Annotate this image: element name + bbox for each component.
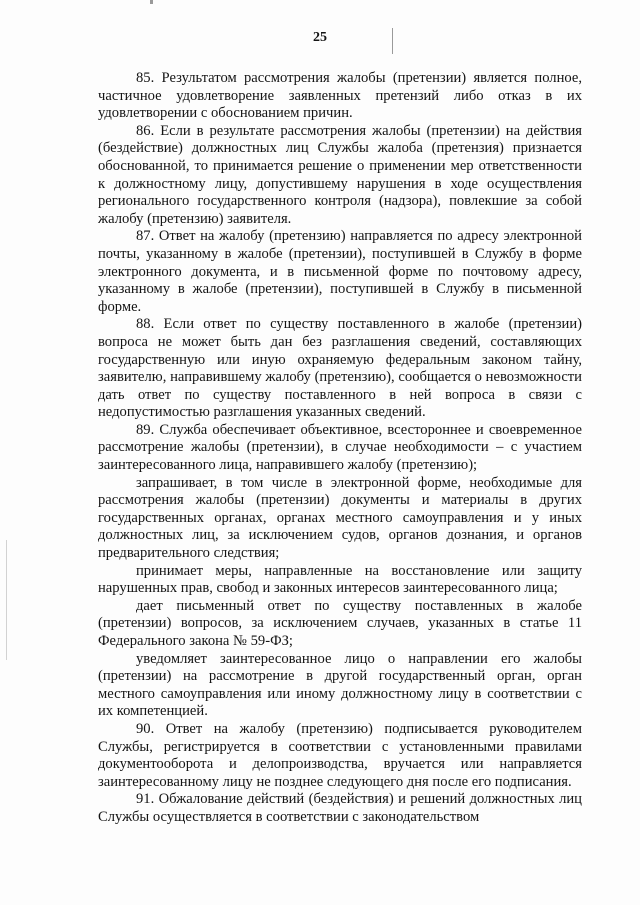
paragraph-89-requests: запрашивает, в том числе в электронной форме, необходимые для рассмотрения жалобы (претензии) документы и материалы в других государственных органах, органах местного самоуправления и у иных должностных лиц, за исключением судов, органов дознания, и органов предварительного следствия; bbox=[98, 474, 582, 562]
paragraph-89: 89. Служба обеспечивает объективное, всестороннее и своевременное рассмотрение жалобы (претензии), в случае необходимости – с участием заинтересованного лица, направившего жалобу (претензию); bbox=[98, 421, 582, 474]
paragraph-90: 90. Ответ на жалобу (претензию) подписывается руководителем Службы, регистрируется в соответствии с установленными правилами документооборота и делопроизводства, вручается или направляется заинтересованному лицу не позднее следующего дня после его подписания. bbox=[98, 720, 582, 790]
paragraph-89-answer: дает письменный ответ по существу поставленных в жалобе (претензии) вопросов, за исключением случаев, указанных в статье 11 Федерального закона № 59-ФЗ; bbox=[98, 597, 582, 649]
paragraph-91: 91. Обжалование действий (бездействия) и решений должностных лиц Службы осуществляется в соответствии с законодательством bbox=[98, 791, 582, 825]
paragraph-87: 87. Ответ на жалобу (претензию) направляется по адресу электронной почты, указанному в жалобе (претензии), поступившей в Службу в форме электронного документа, и в письменной форме по почтовому адресу, указанному в жалобе (претензии), поступившей в Службу в письменной форме. bbox=[98, 228, 582, 315]
paragraph-89-measures: принимает меры, направленные на восстановление или защиту нарушенных прав, свобод и законных интересов заинтересованного лица; bbox=[98, 562, 582, 597]
paragraph-86: 86. Если в результате рассмотрения жалобы (претензии) на действия (бездействие) должностных лиц Службы жалоба (претензия) признается обоснованной, то принимается решение о применении мер ответственности к должностному лицу, допустившему нарушения в ходе осуществления регионального государственного контроля (надзора), повлекшие за собой жалобу (претензию) заявителя. bbox=[98, 122, 582, 227]
paragraph-88: 88. Если ответ по существу поставленного в жалобе (претензии) вопроса не может быть дан без разглашения сведений, составляющих государственную или иную охраняемую федеральным законом тайну, заявителю, направившему жалобу (претензию), сообщается о невозможности дать ответ по существу поставленного в ней вопроса в связи с недопустимостью разглашения указанных сведений. bbox=[98, 316, 582, 421]
paragraph-89-notifies: уведомляет заинтересованное лицо о направлении его жалобы (претензии) на рассмотрение в другой государственный орган, орган местного самоуправления или иному должностному лицу в соответствии с их компетенцией. bbox=[98, 650, 582, 720]
scan-mark-top bbox=[150, 0, 153, 4]
paragraph-85: 85. Результатом рассмотрения жалобы (претензии) является полное, частичное удовлетворение заявленных претензий либо отказ в их удовлетворении с обоснованием причин. bbox=[98, 70, 582, 122]
document-body bbox=[98, 70, 582, 827]
page-number: 25 bbox=[313, 30, 327, 45]
scan-mark-left-edge bbox=[6, 540, 7, 660]
